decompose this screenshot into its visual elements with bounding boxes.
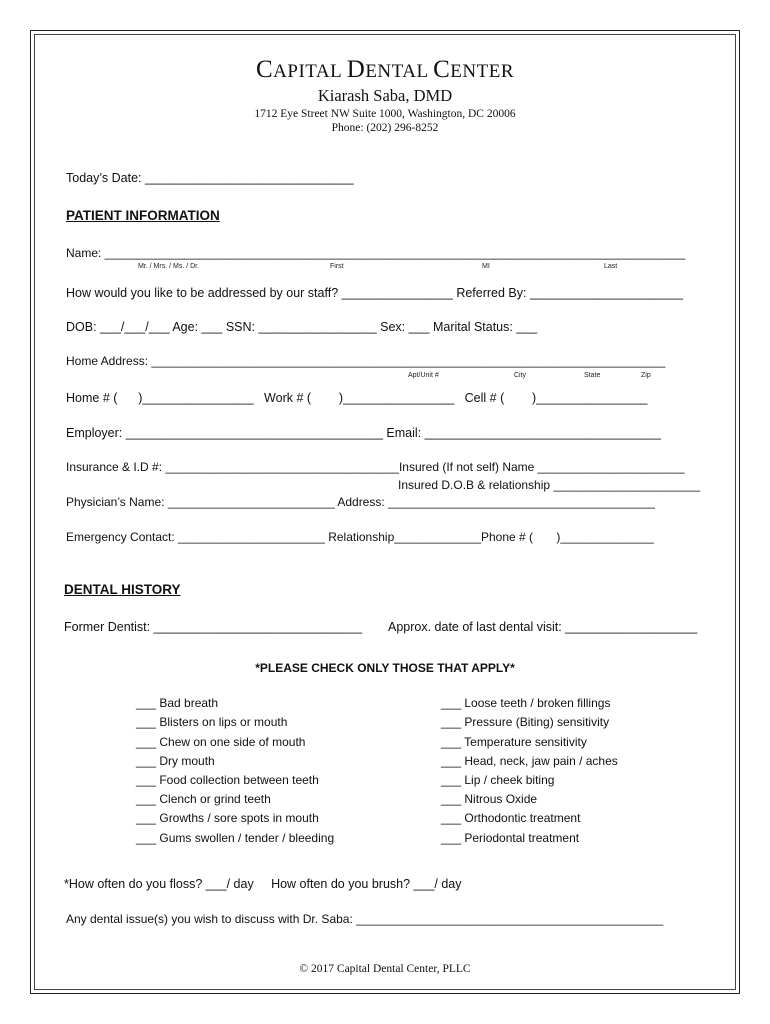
check-item[interactable]: ___ Pressure (Biting) sensitivity	[441, 715, 610, 729]
caption-last: Last	[604, 263, 618, 270]
doctor-name: Kiarash Saba, DMD	[317, 86, 453, 105]
dental-history-heading: DENTAL HISTORY	[64, 582, 181, 597]
patient-information-heading: PATIENT INFORMATION	[66, 208, 220, 223]
former-dentist-field[interactable]: Former Dentist: ______________________________	[64, 620, 363, 634]
physician-field[interactable]: Physician’s Name: _________________________ Address: ________________________________________	[66, 495, 655, 509]
last-visit-field[interactable]: Approx. date of last dental visit: ___________________	[388, 620, 698, 634]
check-item[interactable]: ___ Head, neck, jaw pain / aches	[441, 754, 618, 768]
insurance-field[interactable]: Insurance & I.D #: ___________________________________Insured (If not self) Name ______________________	[66, 460, 685, 474]
floss-brush-field[interactable]: *How often do you floss? ___/ day How often do you brush? ___/ day	[64, 877, 462, 891]
copyright-footer: © 2017 Capital Dental Center, PLLC	[299, 963, 471, 975]
check-item[interactable]: ___ Loose teeth / broken fillings	[441, 696, 611, 710]
todays-date-field[interactable]: Today’s Date: ______________________________	[66, 171, 354, 185]
employer-email-field[interactable]: Employer: _____________________________________ Email: __________________________________	[66, 426, 662, 440]
caption-city: City	[514, 372, 527, 379]
insured-dob-field[interactable]: Insured D.O.B & relationship ______________________	[398, 478, 701, 492]
caption-first: First	[330, 263, 344, 270]
addressed-referred-field[interactable]: How would you like to be addressed by our staff? ________________ Referred By: ______________________	[66, 286, 683, 300]
home-address-field[interactable]: Home Address: _____________________________________________________________________________	[66, 354, 666, 368]
check-item[interactable]: ___ Lip / cheek biting	[441, 773, 555, 787]
dob-age-ssn-sex-field[interactable]: DOB: ___/___/___ Age: ___ SSN: _________________ Sex: ___ Marital Status: ___	[66, 320, 538, 334]
phone-numbers-field[interactable]: Home # ( )________________ Work # ( )________________ Cell # ( )________________	[66, 391, 648, 405]
check-item[interactable]: ___ Temperature sensitivity	[441, 735, 587, 749]
check-instructions: *PLEASE CHECK ONLY THOSE THAT APPLY*	[255, 661, 515, 675]
check-item[interactable]: ___ Periodontal treatment	[441, 831, 580, 845]
check-item[interactable]: ___ Blisters on lips or mouth	[136, 715, 288, 729]
clinic-title: CAPITAL DENTAL CENTER	[255, 56, 515, 83]
check-item[interactable]: ___ Chew on one side of mouth	[136, 735, 306, 749]
caption-state: State	[584, 372, 601, 379]
caption-apt: Apt/Unit #	[408, 372, 439, 379]
check-item[interactable]: ___ Nitrous Oxide	[441, 792, 538, 806]
check-item[interactable]: ___ Dry mouth	[136, 754, 215, 768]
dental-issues-field[interactable]: Any dental issue(s) you wish to discuss with Dr. Saba: ______________________________________________	[66, 912, 664, 926]
check-item[interactable]: ___ Gums swollen / tender / bleeding	[136, 831, 335, 845]
name-field[interactable]: Name: _______________________________________________________________________________________	[66, 246, 686, 260]
caption-mi: MI	[482, 263, 490, 270]
caption-zip: Zip	[641, 372, 651, 379]
check-item[interactable]: ___ Bad breath	[136, 696, 219, 710]
clinic-address: 1712 Eye Street NW Suite 1000, Washington, DC 20006	[254, 108, 516, 120]
caption-title: Mr. / Mrs. / Ms. / Dr.	[138, 263, 200, 270]
check-item[interactable]: ___ Clench or grind teeth	[136, 792, 271, 806]
check-item[interactable]: ___ Orthodontic treatment	[441, 811, 581, 825]
check-item[interactable]: ___ Growths / sore spots in mouth	[136, 811, 319, 825]
clinic-phone: Phone: (202) 296-8252	[331, 122, 439, 134]
emergency-contact-field[interactable]: Emergency Contact: ______________________ Relationship_____________Phone # ( )______________	[66, 530, 654, 544]
check-item[interactable]: ___ Food collection between teeth	[136, 773, 319, 787]
